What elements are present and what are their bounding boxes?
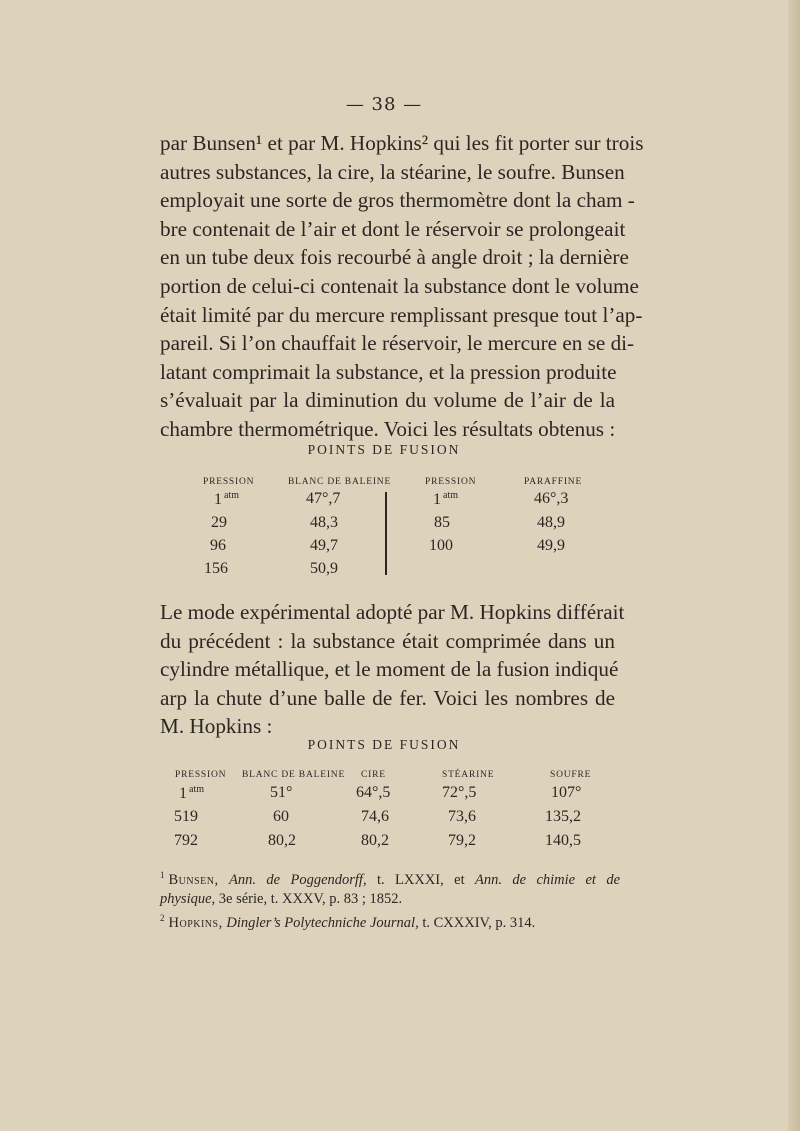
table-2-cell: 73,6	[448, 808, 476, 825]
table-1-cell: 1 $^{atm}$	[214, 490, 239, 508]
table-2-header-cire: CIRE	[361, 770, 386, 780]
table-1-title: POINTS DE FUSION	[307, 442, 461, 457]
table-2-cell: 72°,5	[442, 784, 477, 801]
paragraph-line: arp la chute d’une balle de fer. Voici les nombres de	[160, 685, 615, 710]
table-1-cell: 1 $^{atm}$	[433, 490, 458, 508]
paragraph-line: s’évaluait par la diminution du volume de l’air de la	[160, 388, 615, 413]
table-2-header-pressure: PRESSION	[175, 770, 227, 780]
paragraph-line: autres substances, la cire, la stéarine, le soufre. Bunsen	[160, 159, 625, 184]
table-1-cell: 85	[434, 514, 450, 531]
paragraph-line: pareil. Si l’on chauffait le réservoir, le mercure en se di-	[160, 331, 635, 356]
table-1-header-paraffine: PARAFFINE	[524, 477, 583, 487]
table-2-cell: 80,2	[268, 832, 296, 849]
table-2-cell: 80,2	[361, 832, 389, 849]
paragraph-1	[160, 129, 644, 444]
table-2-cell: 51°	[270, 784, 293, 801]
table-1-cell: 47°,7	[306, 490, 341, 507]
paragraph-line: bre contenait de l’air et dont le réservoir se prolongeait	[160, 216, 626, 241]
paragraph-line: cylindre métallique, et le moment de la fusion indiqué	[160, 657, 619, 682]
table-2-cell: 792	[174, 832, 198, 849]
paragraph-line: latant comprimait la substance, et la pression produite	[160, 359, 617, 384]
table-2-cell: 79,2	[448, 832, 476, 849]
table-2-cell: 140,5	[545, 832, 581, 849]
table-2-header-soufre: SOUFRE	[550, 770, 592, 780]
paragraph-line: était limité par du mercure remplissant presque tout l’ap-	[160, 302, 643, 327]
paragraph-line: M. Hopkins :	[160, 714, 273, 739]
paragraph-line: employait une sorte de gros thermomètre dont la cham -	[160, 188, 635, 213]
footnote-1-continuation: physique, 3e série, t. XXXV, p. 83 ; 1852.	[160, 891, 403, 907]
table-2-cell: 60	[273, 808, 289, 825]
table-1-cell: 100	[429, 537, 453, 554]
paragraph-line: par Bunsen¹ et par M. Hopkins² qui les fit porter sur trois	[160, 131, 644, 155]
paragraph-line: en un tube deux fois recourbé à angle droit ; la dernière	[160, 245, 629, 270]
page-edge	[788, 0, 800, 1131]
table-1-header-blanc-de-baleine: BLANC DE BALEINE	[288, 477, 392, 487]
table-2-header-blanc-de-baleine: BLANC DE BALEINE	[242, 770, 346, 780]
table-2-cell: 519	[174, 808, 198, 825]
paragraph-line: Le mode expérimental adopté par M. Hopkins différait	[160, 600, 625, 624]
footnotes	[160, 866, 620, 933]
table-2-cell: 64°,5	[356, 784, 391, 801]
table-2-cell: 1 $^{atm}$	[179, 784, 204, 802]
footnote-1: $^1$ Bunsen, Ann. de Poggendorff, t. LXXXI, et Ann. de chimie et de	[160, 870, 621, 888]
table-1-cell: 96	[210, 537, 226, 554]
table-1-cell: 49,7	[310, 537, 338, 554]
paragraph-2	[160, 598, 625, 741]
table-1-divider	[385, 492, 387, 575]
paragraph-line: chambre thermométrique. Voici les résultats obtenus :	[160, 416, 616, 441]
paragraph-line: du précédent : la substance était comprimée dans un	[160, 628, 615, 653]
table-2-cell: 74,6	[361, 808, 389, 825]
table-2-title: POINTS DE FUSION	[307, 737, 461, 752]
table-1-cell: 48,9	[537, 514, 565, 531]
table-1-header-pressure-2: PRESSION	[425, 477, 477, 487]
table-1-cell: 48,3	[310, 514, 338, 531]
footnote-2: $^2$ Hopkins, Dingler’s Polytechniche Journal, t. CXXXIV, p. 314.	[160, 913, 536, 931]
table-1-cell: 156	[204, 560, 228, 577]
table-1-cell: 50,9	[310, 560, 338, 577]
table-2-cell: 135,2	[545, 808, 581, 825]
table-1-header-pressure: PRESSION	[203, 477, 255, 487]
table-1-cell: 29	[211, 514, 227, 531]
page-number: — 38 —	[345, 94, 423, 115]
table-2-header-stearine: STÉARINE	[442, 770, 495, 780]
table-1-cell: 46°,3	[534, 490, 569, 507]
paragraph-line: portion de celui-ci contenait la substance dont le volume	[160, 273, 639, 298]
table-2-cell: 107°	[551, 784, 582, 801]
table-1-cell: 49,9	[537, 537, 565, 554]
